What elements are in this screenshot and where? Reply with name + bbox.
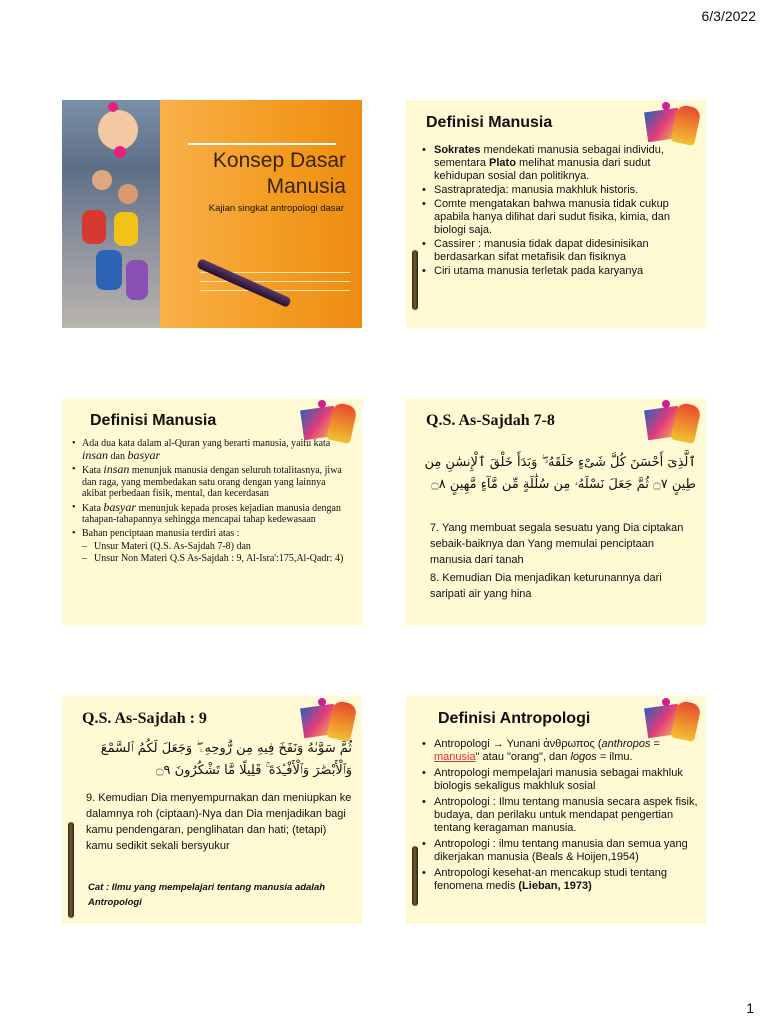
list-item: • Kata basyar menunjuk kepada proses kejadian manusia dengan tahapan-tahapannya sehingga mencapai tahap kedewasaan	[72, 502, 352, 526]
list-item: • Antropologi : ilmu tentang manusia dan semua yang dikerjakan manusia (Beals & Hoijen,1954)	[422, 838, 698, 864]
pen-icon	[412, 250, 418, 310]
list-item: • Cassirer : manusia tidak dapat didesinisikan berdasarkan sifat metafisik dan fisiknya	[422, 238, 698, 264]
slide-main-title: Konsep Dasar Manusia	[212, 149, 346, 198]
arabic-verse: ثُمَّ سَوَّىٰهُ وَنَفَخَ فِيهِ مِن رُّوحِهِۦ ۖ وَجَعَلَ لَكُمُ ٱلسَّمْعَ وَٱلْأَبْصَٰرَ وَٱلْأَفْـِٔدَةَ ۚ قَلِيلًا مَّا تَشْكُرُونَ ۝٩	[100, 741, 352, 778]
list-item: • Antropologi mempelajari manusia sebagai makhluk biologis sekaligus makhluk sosial	[422, 767, 698, 793]
slide-as-sajdah-9	[62, 696, 362, 924]
slide-heading: Q.S. As-Sajdah 7-8	[426, 412, 555, 429]
slide-heading: Definisi Antropologi	[438, 710, 591, 727]
slide-title	[62, 100, 362, 328]
list-item: • Bahan penciptaan manusia terdiri atas :	[72, 528, 352, 540]
slide-definisi-manusia-1	[406, 100, 706, 328]
list-item: • Antropologi → Yunani ἀνθρωπος (anthropos = manusia" atau "orang", dan logos = ilmu.	[422, 738, 698, 764]
verse-translation-9: 9. Kemudian Dia menyempurnakan dan meniupkan ke dalamnya roh (ciptaan)-Nya dan Dia menjadikan bagi kamu pendengaran, penglihatan dan hati; (tetapi) kamu sedikit sekali bersyukur	[86, 792, 352, 852]
list-item: • Antropologi kesehat-an mencakup studi tentang fenomena medis (Lieban, 1973)	[422, 867, 698, 893]
bullet-list	[72, 438, 352, 564]
page-date: 6/3/2022	[701, 8, 756, 24]
list-item: • Ciri utama manusia terletak pada karyanya	[422, 265, 698, 278]
list-item: • Antropologi : Ilmu tentang manusia secara aspek fisik, budaya, dan perilaku untuk mendapat pengertian tentang keragaman manusia.	[422, 796, 698, 835]
slide-definisi-manusia-2	[62, 398, 362, 626]
list-subitem: – Unsur Non Materi Q.S As-Sajdah : 9, Al-Isra':175,Al-Qadr: 4)	[72, 553, 352, 565]
children-photo	[62, 100, 160, 328]
list-subitem: – Unsur Materi (Q.S. As-Sajdah 7-8) dan	[72, 541, 352, 553]
clipart-icon	[644, 400, 702, 444]
slide-heading: Definisi Manusia	[90, 412, 217, 429]
slide-definisi-antropologi	[406, 696, 706, 924]
arabic-verse: ٱلَّذِىٓ أَحْسَنَ كُلَّ شَىْءٍ خَلَقَهُۥ ۖ وَبَدَأَ خَلْقَ ٱلْإِنسَٰنِ مِن طِينٍ ۝٧ ثُمَّ جَعَلَ نَسْلَهُۥ مِن سُلَٰلَةٍ مِّن مَّآءٍ مَّهِينٍ ۝٨	[424, 455, 696, 492]
slide-as-sajdah-7-8	[406, 398, 706, 626]
pen-icon	[412, 846, 418, 906]
slide-heading: Q.S. As-Sajdah : 9	[82, 710, 207, 727]
slide-subtitle: Kajian singkat antropologi dasar	[208, 203, 344, 214]
list-item: • Ada dua kata dalam al-Quran yang berarti manusia, yaitu kata insan dan basyar	[72, 438, 352, 462]
page-number: 1	[746, 1000, 754, 1016]
title-panel	[160, 100, 362, 328]
verse-translation-7: 7. Yang membuat segala sesuatu yang Dia ciptakan sebaik-baiknya dan Yang memulai penciptaan manusia dari tanah	[430, 522, 684, 566]
pen-icon	[68, 822, 74, 918]
clipart-icon	[644, 698, 702, 742]
note-text: Cat : Ilmu yang mempelajari tentang manusia adalah Antropologi	[88, 882, 326, 908]
list-item: • Comte mengatakan bahwa manusia tidak cukup apabila hanya dilihat dari sudut fisika, kimia, dan biologi saja.	[422, 198, 698, 237]
list-item: • Sastrapratedja: manusia makhluk historis.	[422, 184, 698, 197]
list-item: • Kata insan menunjuk manusia dengan seluruh totalitasnya, jiwa dan raga, yang membedakan satu orang dengan yang lainnya akibat perbedaan fisik, mental, dan kecerdasan	[72, 464, 352, 500]
verse-translation-8: 8. Kemudian Dia menjadikan keturunannya dari saripati air yang hina	[430, 572, 662, 600]
bullet-list	[422, 144, 698, 279]
clipart-icon	[644, 102, 702, 146]
clipart-icon	[300, 698, 358, 742]
list-item: • Sokrates mendekati manusia sebagai individu, sementara Plato melihat manusia dari sudut kehidupan sosial dan politiknya.	[422, 144, 698, 183]
slide-heading: Definisi Manusia	[426, 114, 553, 131]
bullet-list	[422, 738, 698, 894]
